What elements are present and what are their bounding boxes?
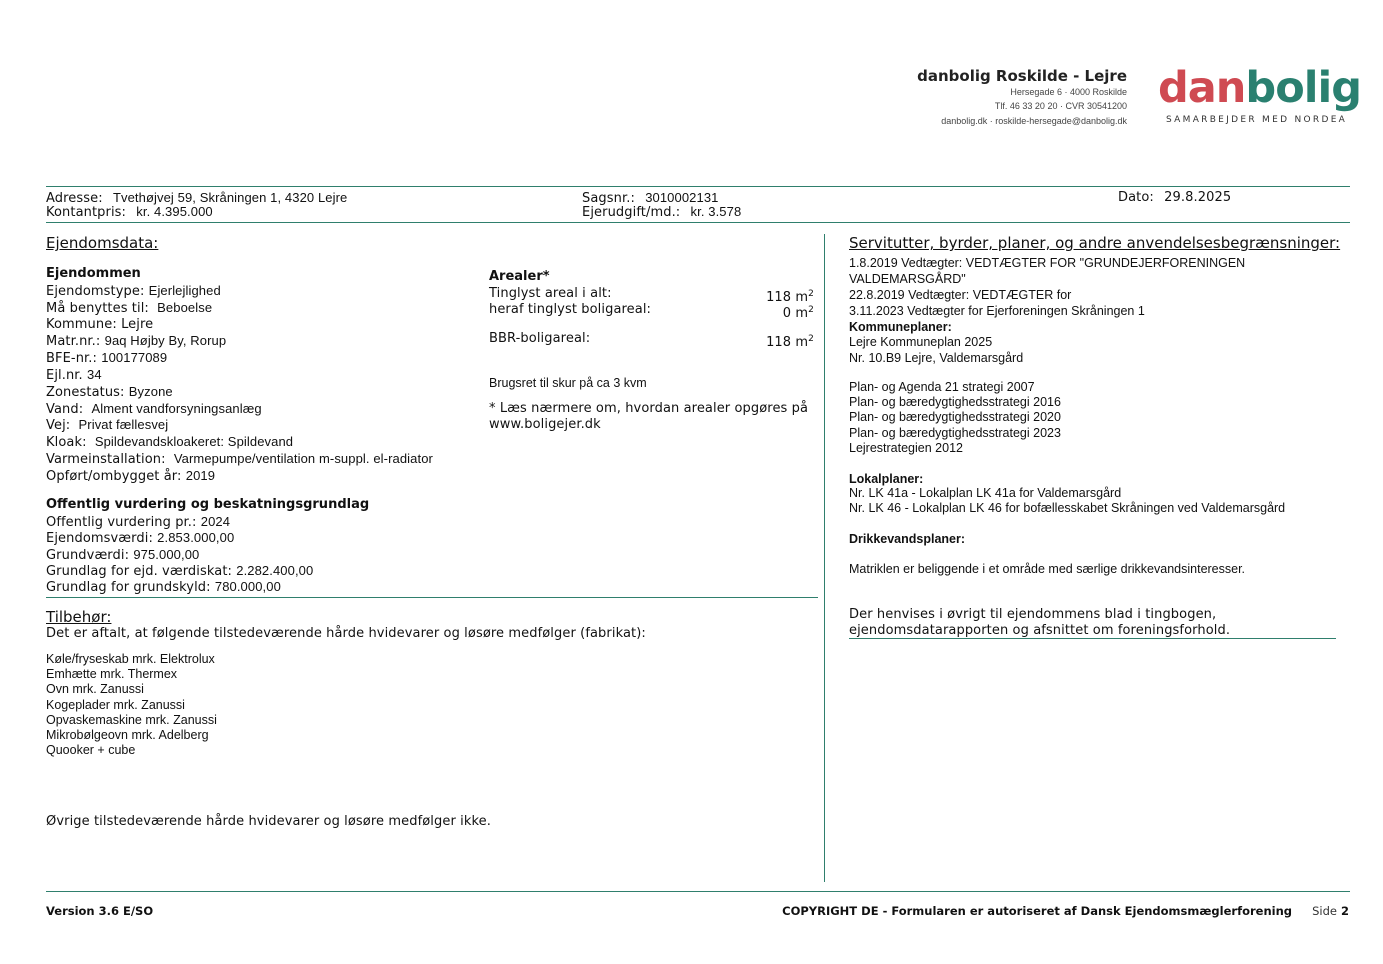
property-subtitle: Ejendommen <box>46 266 141 281</box>
plan-item: Plan- og bæredygtighedsstrategi 2016 <box>849 395 1061 410</box>
property-row <box>46 333 433 350</box>
kommuneplan-item: Lejre Kommuneplan 2025 <box>849 335 993 349</box>
valuation-row <box>46 579 313 595</box>
bbr-area-number: 118 m <box>766 335 809 350</box>
servitude-line: 3.11.2023 Vedtægter for Ejerforeningen Skråningen 1 <box>849 304 1145 318</box>
property-row <box>46 384 433 401</box>
reference-line1: Der henvises i øvrigt til ejendommens blad i tingbogen, <box>849 607 1217 622</box>
list-item: Kogeplader mrk. Zanussi <box>46 697 185 712</box>
servitude-line: 1.8.2019 Vedtægter: VEDTÆGTER FOR "GRUNDEJERFORENINGEN <box>849 256 1246 270</box>
kommuneplaner-title: Kommuneplaner: <box>849 320 952 334</box>
page-label: Side <box>1312 904 1337 918</box>
valuation-row-value: 2.853.000,00 <box>157 530 235 546</box>
property-row-label: Vand: <box>46 401 84 417</box>
office-web-email: danbolig.dk · roskilde-hersegade@danbolig.dk <box>941 116 1127 126</box>
valuation-row-value: 975.000,00 <box>133 546 200 562</box>
reference-underline <box>849 638 1336 639</box>
list-item: Quooker + cube <box>46 743 136 758</box>
valuation-row-value: 2024 <box>200 514 231 529</box>
valuation-row-label: Grundlag for grundskyld: <box>46 580 211 596</box>
property-row-value: Varmepumpe/ventilation m-suppl. el-radiator <box>173 450 433 466</box>
address-value: Tvethøjvej 59, Skråningen 1, 4320 Lejre <box>112 190 348 205</box>
infobar-bottom-rule <box>46 222 1350 223</box>
property-row-value: 100177089 <box>101 350 168 366</box>
property-row-label: Kommune: <box>46 316 117 332</box>
left-column-divider <box>46 597 818 598</box>
office-phone-cvr: Tlf. 46 33 20 20 · CVR 30541200 <box>994 101 1127 111</box>
property-row-value: Alment vandforsyningsanlæg <box>91 400 262 416</box>
footer-version: Version 3.6 E/SO <box>46 904 154 918</box>
case-label: Sagsnr.: <box>582 191 635 206</box>
tinglyst-area-number: 118 m <box>766 290 809 305</box>
plan-item: Plan- og bæredygtighedsstrategi 2023 <box>849 425 1061 440</box>
property-row <box>46 451 433 468</box>
valuation-rows <box>46 514 313 595</box>
plan-item: Plan- og Agenda 21 strategi 2007 <box>849 380 1035 394</box>
case-value: 3010002131 <box>645 190 719 205</box>
bbr-area-value <box>766 331 814 351</box>
valuation-row-value: 780.000,00 <box>214 579 281 595</box>
property-row-value: Spildevandskloakeret: Spildevand <box>94 434 294 450</box>
lokalplan-item: Nr. LK 41a - Lokalplan LK 41a for Valdemarsgård <box>849 486 1122 500</box>
property-row-label: BFE-nr.: <box>46 351 98 367</box>
property-row-label: Zonestatus: <box>46 384 125 400</box>
heraf-area-number: 0 m <box>782 306 809 321</box>
property-rows <box>46 283 433 485</box>
property-row-value: 9aq Højby By, Rorup <box>104 333 227 349</box>
property-row-value: Lejre <box>121 316 154 332</box>
property-row <box>46 434 433 451</box>
kommuneplaner-list <box>849 334 1023 366</box>
valuation-row-label: Grundlag for ejd. værdiskat: <box>46 563 232 579</box>
logo-tagline: SAMARBEJDER MED NORDEA <box>1166 115 1348 125</box>
address-label: Adresse: <box>46 191 103 206</box>
lokalplan-item: Nr. LK 46 - Lokalplan LK 46 for bofællesskabet Skråningen ved Valdemarsgård <box>849 501 1286 516</box>
valuation-row <box>46 547 313 563</box>
lokalplaner-title: Lokalplaner: <box>849 472 924 486</box>
date-value: 29.8.2025 <box>1164 190 1232 205</box>
reference-line2: ejendomsdatarapporten og afsnittet om foreningsforhold. <box>849 623 1231 638</box>
page-number: 2 <box>1340 904 1349 918</box>
valuation-row-label: Offentlig vurdering pr.: <box>46 515 197 530</box>
price-label: Kontantpris: <box>46 205 127 220</box>
property-row-label: Ejl.nr. <box>46 367 83 383</box>
property-row <box>46 317 433 334</box>
drikkevand-title: Drikkevandsplaner: <box>849 532 966 546</box>
servitudes-title: Servitutter, byrder, planer, og andre anvendelsesbegrænsninger: <box>849 234 1341 252</box>
kommuneplan-item: Nr. 10.B9 Lejre, Valdemarsgård <box>849 351 1024 365</box>
servitude-lines <box>849 255 1245 319</box>
property-row-value: 2019 <box>185 467 216 483</box>
valuation-row <box>46 530 313 546</box>
bbr-area-label: BBR-boligareal: <box>489 331 591 346</box>
servitude-line: 22.8.2019 Vedtægter: VEDTÆGTER for <box>849 288 1072 302</box>
date-label: Dato: <box>1118 190 1154 205</box>
office-name: danbolig Roskilde - Lejre <box>917 67 1127 85</box>
property-row <box>46 300 433 317</box>
owner-cost-row <box>582 204 741 221</box>
property-row-value: Ejerlejlighed <box>148 283 221 298</box>
property-row-label: Må benyttes til: <box>46 300 149 316</box>
valuation-row-label: Grundværdi: <box>46 547 130 563</box>
valuation-row <box>46 563 313 579</box>
areas-note: Brugsret til skur på ca 3 kvm <box>489 376 647 390</box>
list-item: Mikrobølgeovn mrk. Adelberg <box>46 727 209 742</box>
plans-list <box>849 380 1061 456</box>
property-row <box>46 367 433 384</box>
valuation-row-value: 2.282.400,00 <box>236 562 314 578</box>
footer-copyright: COPYRIGHT DE - Formularen er autoriseret af Dansk Ejendomsmæglerforening <box>782 904 1292 918</box>
unit-superscript: 2 <box>808 305 814 315</box>
property-row-value: Byzone <box>128 383 173 399</box>
date-row <box>1118 190 1231 206</box>
office-address: Hersegade 6 · 4000 Roskilde <box>1010 87 1127 97</box>
heraf-area-label: heraf tinglyst boligareal: <box>489 302 652 317</box>
areas-title: Arealer* <box>489 269 550 284</box>
property-row-label: Vej: <box>46 418 71 434</box>
property-section-title: Ejendomsdata: <box>46 234 159 252</box>
accessories-intro: Det er aftalt, at følgende tilstedeværende hårde hvidevarer og løsøre medfølger (fabrikat): <box>46 626 646 641</box>
valuation-title: Offentlig vurdering og beskatningsgrundlag <box>46 497 370 512</box>
list-item: Ovn mrk. Zanussi <box>46 682 144 697</box>
property-row-label: Matr.nr.: <box>46 334 101 350</box>
unit-superscript: 2 <box>808 289 814 299</box>
property-row <box>46 283 433 300</box>
property-row <box>46 401 433 418</box>
owner-cost-label: Ejerudgift/md.: <box>582 205 681 220</box>
property-row <box>46 417 433 434</box>
property-row-value: 34 <box>87 366 102 382</box>
accessories-list <box>46 651 217 757</box>
plan-item: Lejrestrategien 2012 <box>849 440 963 455</box>
property-row-label: Varmeinstallation: <box>46 451 166 467</box>
property-row-value: Beboelse <box>157 299 213 315</box>
logo-part-dan: dan <box>1158 63 1246 113</box>
drikkevand-text: Matriklen er beliggende i et område med særlige drikkevandsinteresser. <box>849 562 1246 576</box>
owner-cost-value: kr. 3.578 <box>690 204 742 219</box>
property-row-label: Ejendomstype: <box>46 284 145 299</box>
unit-superscript: 2 <box>808 334 814 344</box>
price-row <box>46 204 213 221</box>
footer-page <box>1312 904 1349 918</box>
footer-rule <box>46 891 1350 892</box>
valuation-row-label: Ejendomsværdi: <box>46 531 153 547</box>
plan-item: Plan- og bæredygtighedsstrategi 2020 <box>849 410 1061 425</box>
lokalplaner-list <box>849 486 1285 516</box>
accessories-closing: Øvrige tilstedeværende hårde hvidevarer og løsøre medfølger ikke. <box>46 814 491 829</box>
column-divider <box>824 234 825 882</box>
tinglyst-area-label: Tinglyst areal i alt: <box>489 286 612 301</box>
property-row-label: Kloak: <box>46 435 87 451</box>
logo-part-bolig: bolig <box>1245 63 1362 113</box>
list-item: Opvaskemaskine mrk. Zanussi <box>46 712 217 727</box>
servitude-line: VALDEMARSGÅRD" <box>849 272 966 286</box>
list-item: Køle/fryseskab mrk. Elektrolux <box>46 652 215 666</box>
areas-footnote-line1: * Læs nærmere om, hvordan arealer opgøres på <box>489 401 809 416</box>
danbolig-logo <box>1158 63 1362 113</box>
top-rule <box>46 186 1350 187</box>
heraf-area-value <box>783 302 814 322</box>
areas-footnote-link[interactable]: www.boligejer.dk <box>489 417 601 432</box>
list-item: Emhætte mrk. Thermex <box>46 667 178 682</box>
property-row <box>46 350 433 367</box>
price-value: kr. 4.395.000 <box>136 204 213 219</box>
property-row-value: Privat fællesvej <box>78 417 169 433</box>
property-row <box>46 468 433 485</box>
valuation-row <box>46 514 313 530</box>
property-row-label: Opført/ombygget år: <box>46 468 182 484</box>
accessories-title: Tilbehør: <box>46 608 112 626</box>
